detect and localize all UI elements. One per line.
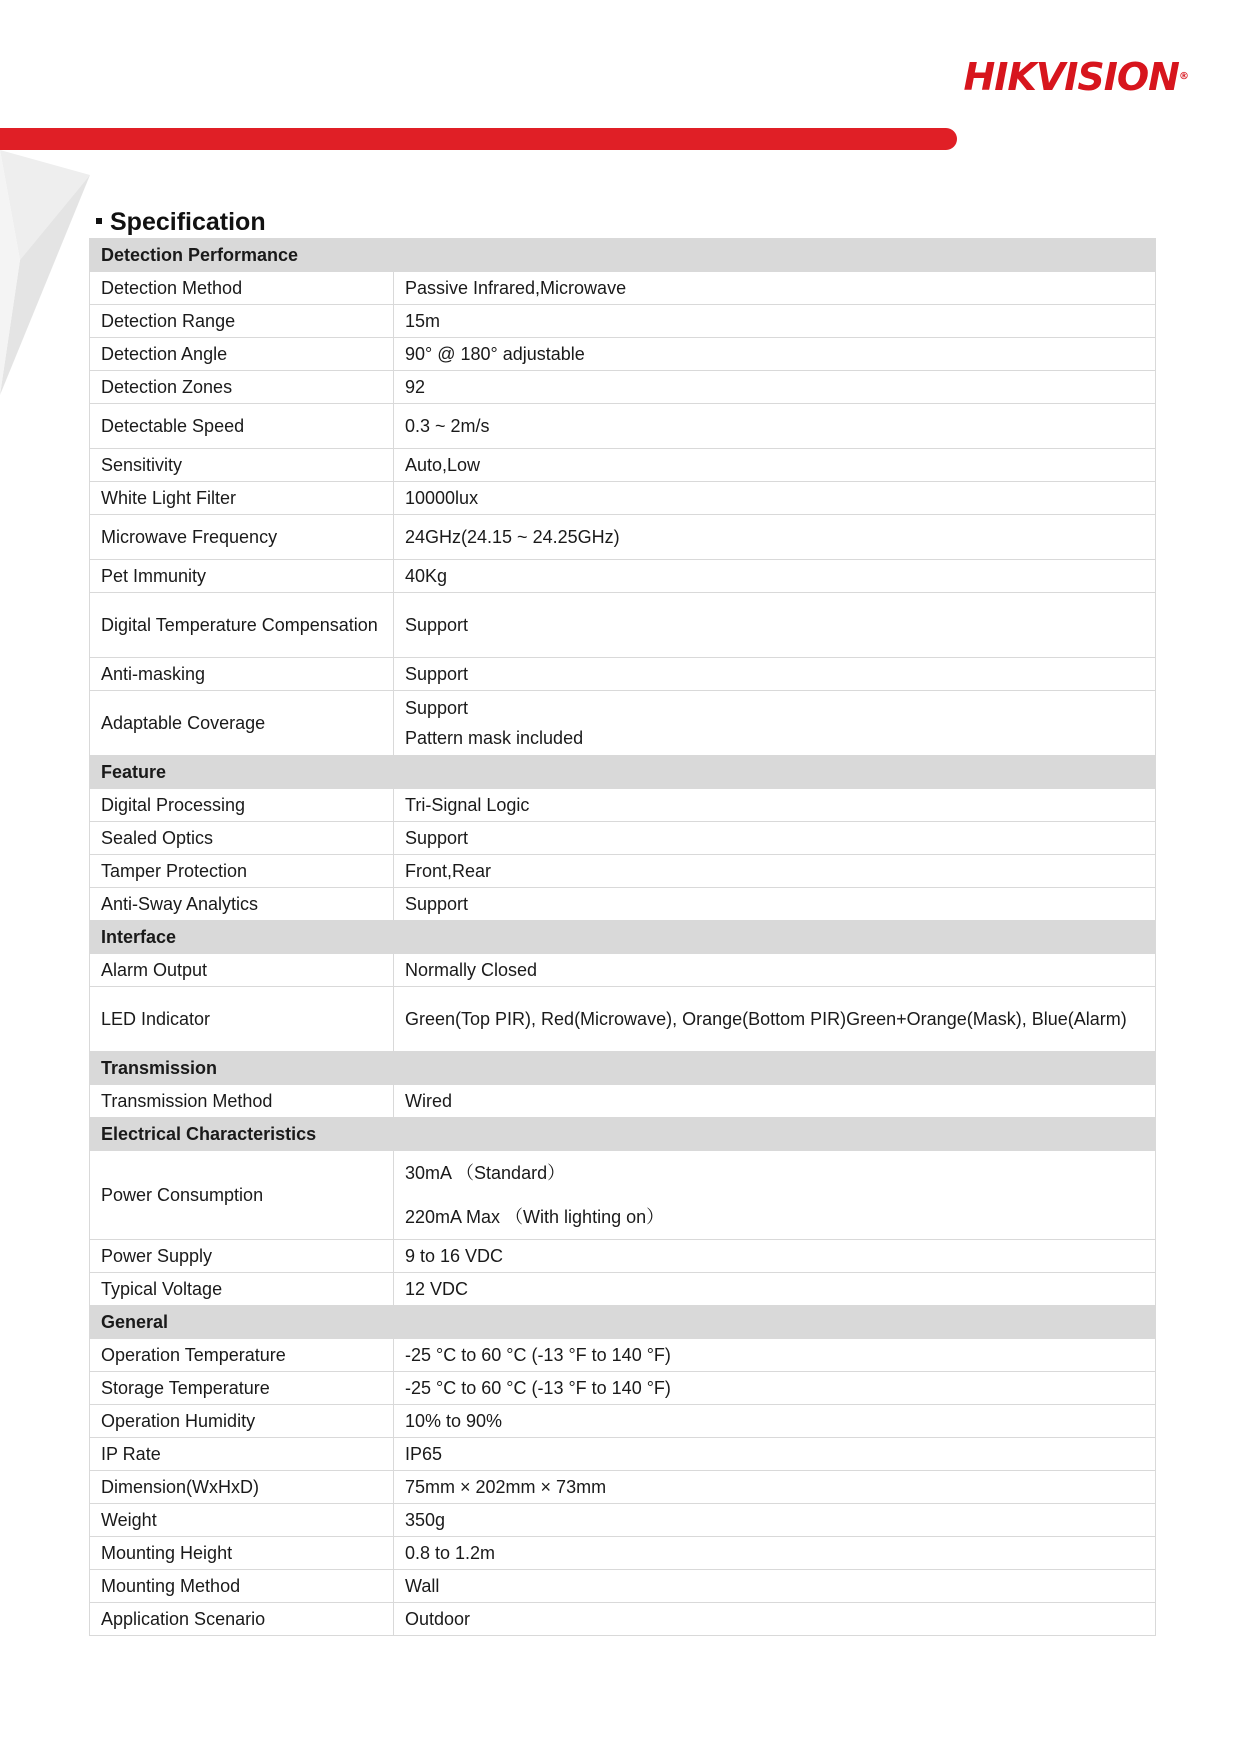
spec-label: Anti-Sway Analytics (90, 888, 394, 921)
section-heading: Electrical Characteristics (90, 1118, 1156, 1151)
spec-label: Dimension(WxHxD) (90, 1471, 394, 1504)
section-header-row (90, 1306, 1156, 1339)
table-row (90, 954, 1156, 987)
table-row (90, 1240, 1156, 1273)
table-row (90, 272, 1156, 305)
table-row (90, 1085, 1156, 1118)
spec-value: -25 °C to 60 °C (-13 °F to 140 °F) (394, 1372, 1156, 1405)
spec-label: Mounting Height (90, 1537, 394, 1570)
table-row (90, 593, 1156, 658)
spec-value: 24GHz(24.15 ~ 24.25GHz) (394, 515, 1156, 560)
spec-value: 350g (394, 1504, 1156, 1537)
spec-value: Outdoor (394, 1603, 1156, 1636)
spec-label: Application Scenario (90, 1603, 394, 1636)
spec-label: Operation Humidity (90, 1405, 394, 1438)
table-row (90, 1504, 1156, 1537)
table-row (90, 987, 1156, 1052)
spec-label: Detection Zones (90, 371, 394, 404)
decorative-facets-graphic (0, 150, 95, 400)
spec-value: 9 to 16 VDC (394, 1240, 1156, 1273)
table-row (90, 515, 1156, 560)
spec-label: Detection Method (90, 272, 394, 305)
section-heading: Feature (90, 756, 1156, 789)
spec-value: Wall (394, 1570, 1156, 1603)
table-row (90, 1471, 1156, 1504)
spec-label: Detection Range (90, 305, 394, 338)
spec-value: 15m (394, 305, 1156, 338)
table-row (90, 822, 1156, 855)
table-row (90, 789, 1156, 822)
spec-value: Wired (394, 1085, 1156, 1118)
bullet-square-icon (96, 218, 102, 224)
specification-table (89, 238, 1156, 1636)
spec-value: 40Kg (394, 560, 1156, 593)
table-row (90, 449, 1156, 482)
spec-value: 90° @ 180° adjustable (394, 338, 1156, 371)
spec-value: IP65 (394, 1438, 1156, 1471)
table-row (90, 560, 1156, 593)
table-row (90, 482, 1156, 515)
spec-value: 75mm × 202mm × 73mm (394, 1471, 1156, 1504)
spec-label: Detection Angle (90, 338, 394, 371)
spec-label: Weight (90, 1504, 394, 1537)
spec-value: Support (394, 822, 1156, 855)
spec-value-secondary: Pattern mask included (405, 728, 584, 748)
spec-value: Green(Top PIR), Red(Microwave), Orange(Bottom PIR)Green+Orange(Mask), Blue(Alarm) (394, 987, 1156, 1052)
table-row (90, 1405, 1156, 1438)
table-row (90, 658, 1156, 691)
spec-label: Digital Processing (90, 789, 394, 822)
spec-label: Operation Temperature (90, 1339, 394, 1372)
table-row (90, 1537, 1156, 1570)
spec-value: Passive Infrared,Microwave (394, 272, 1156, 305)
table-row (90, 1151, 1156, 1240)
spec-value: -25 °C to 60 °C (-13 °F to 140 °F) (394, 1339, 1156, 1372)
spec-value: Auto,Low (394, 449, 1156, 482)
table-row (90, 888, 1156, 921)
table-row (90, 338, 1156, 371)
hikvision-logo (963, 56, 1189, 98)
spec-label: Power Supply (90, 1240, 394, 1273)
spec-value-cell (394, 691, 1156, 756)
spec-label: Pet Immunity (90, 560, 394, 593)
table-row (90, 1570, 1156, 1603)
spec-value: 10% to 90% (394, 1405, 1156, 1438)
section-heading: General (90, 1306, 1156, 1339)
spec-label: LED Indicator (90, 987, 394, 1052)
spec-label: Detectable Speed (90, 404, 394, 449)
spec-value: Support (394, 593, 1156, 658)
table-row (90, 1438, 1156, 1471)
table-row (90, 1372, 1156, 1405)
section-heading: Transmission (90, 1052, 1156, 1085)
table-row (90, 1273, 1156, 1306)
spec-label: Storage Temperature (90, 1372, 394, 1405)
logo-text: HIKVISION (963, 55, 1179, 99)
section-header-row (90, 239, 1156, 272)
section-header-row (90, 756, 1156, 789)
spec-label: Sealed Optics (90, 822, 394, 855)
spec-value: 92 (394, 371, 1156, 404)
table-row (90, 1603, 1156, 1636)
spec-label: IP Rate (90, 1438, 394, 1471)
spec-value: 30mA （Standard） (405, 1163, 566, 1183)
table-row (90, 1339, 1156, 1372)
spec-label: Alarm Output (90, 954, 394, 987)
spec-label: Mounting Method (90, 1570, 394, 1603)
registered-mark: ® (1179, 71, 1189, 82)
spec-label: Microwave Frequency (90, 515, 394, 560)
spec-value: Support (405, 698, 469, 718)
table-row (90, 404, 1156, 449)
spec-value: 0.3 ~ 2m/s (394, 404, 1156, 449)
spec-value: Normally Closed (394, 954, 1156, 987)
spec-label: Adaptable Coverage (90, 691, 394, 756)
section-header-row (90, 1118, 1156, 1151)
spec-value-cell (394, 1151, 1156, 1240)
spec-value: 10000lux (394, 482, 1156, 515)
spec-value-secondary: 220mA Max （With lighting on） (405, 1207, 665, 1227)
spec-label: Power Consumption (90, 1151, 394, 1240)
table-row (90, 371, 1156, 404)
spec-label: Tamper Protection (90, 855, 394, 888)
spec-label: White Light Filter (90, 482, 394, 515)
section-heading: Detection Performance (90, 239, 1156, 272)
table-row (90, 305, 1156, 338)
section-header-row (90, 921, 1156, 954)
section-heading: Interface (90, 921, 1156, 954)
table-row (90, 855, 1156, 888)
spec-value: Support (394, 888, 1156, 921)
spec-label: Sensitivity (90, 449, 394, 482)
spec-label: Digital Temperature Compensation (90, 593, 394, 658)
spec-value: 12 VDC (394, 1273, 1156, 1306)
spec-label: Anti-masking (90, 658, 394, 691)
section-header-row (90, 1052, 1156, 1085)
spec-value: Tri-Signal Logic (394, 789, 1156, 822)
spec-value: 0.8 to 1.2m (394, 1537, 1156, 1570)
spec-value: Support (394, 658, 1156, 691)
page-title: Specification (96, 204, 266, 240)
spec-value: Front,Rear (394, 855, 1156, 888)
table-row (90, 691, 1156, 756)
header-red-bar (0, 128, 957, 150)
spec-label: Typical Voltage (90, 1273, 394, 1306)
spec-label: Transmission Method (90, 1085, 394, 1118)
